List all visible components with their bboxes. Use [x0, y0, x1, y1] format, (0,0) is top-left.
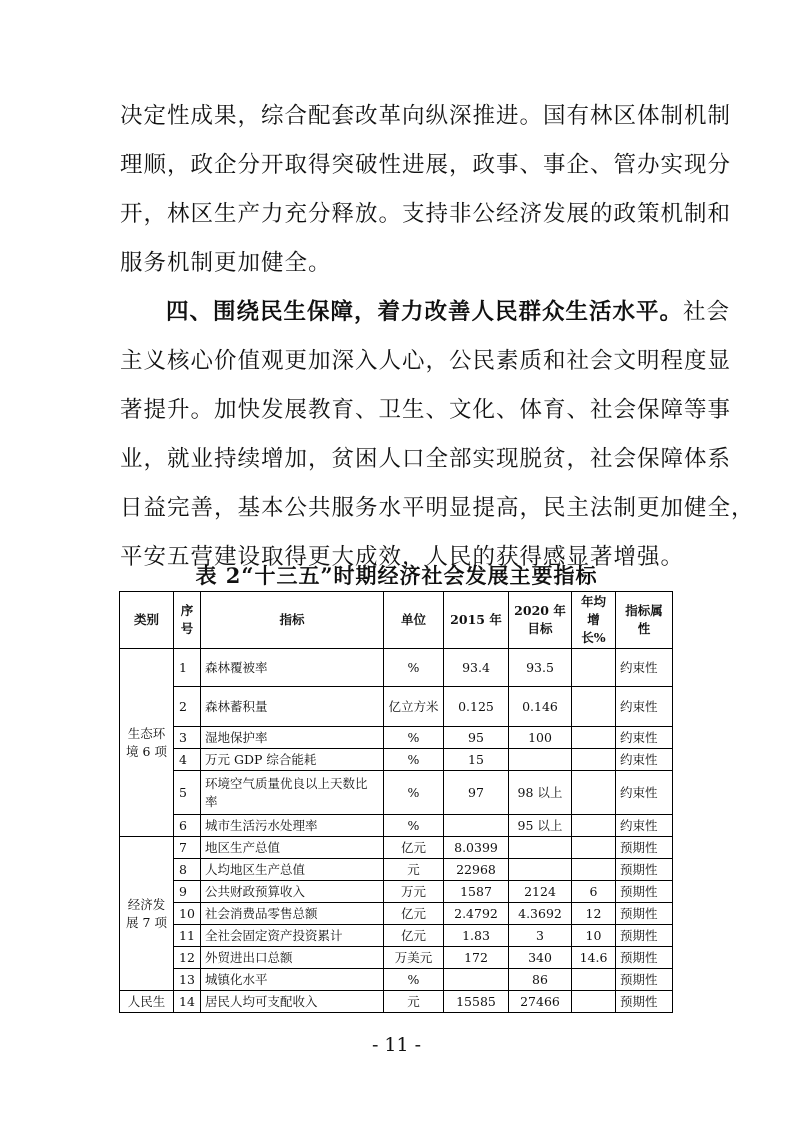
- paragraph-line: 理顺，政企分开取得突破性进展，政事、事企、管办实现分: [120, 152, 732, 178]
- growth-cell: 14.6: [572, 947, 616, 969]
- unit-cell: %: [384, 649, 444, 687]
- index-cell: 2: [174, 687, 201, 727]
- value-2015-cell: 15585: [444, 991, 509, 1013]
- target-cell: 340: [509, 947, 572, 969]
- index-cell: 3: [174, 727, 201, 749]
- indicator-cell: 城市生活污水处理率: [201, 815, 384, 837]
- header-2015: 2015 年: [444, 592, 509, 649]
- indicator-cell: 全社会固定资产投资累计: [201, 925, 384, 947]
- table-row: [120, 969, 673, 991]
- growth-cell: [572, 749, 616, 771]
- attribute-cell: 预期性: [616, 903, 673, 925]
- index-cell: 5: [174, 771, 201, 815]
- unit-cell: %: [384, 815, 444, 837]
- value-2015-cell: 0.125: [444, 687, 509, 727]
- value-2015-cell: 15: [444, 749, 509, 771]
- table-row: [120, 649, 673, 687]
- unit-cell: 亿元: [384, 925, 444, 947]
- target-cell: [509, 749, 572, 771]
- attribute-cell: 约束性: [616, 727, 673, 749]
- table-row: [120, 947, 673, 969]
- table-row: [120, 881, 673, 903]
- indicator-cell: 社会消费品零售总额: [201, 903, 384, 925]
- attribute-cell: 预期性: [616, 991, 673, 1013]
- index-cell: 10: [174, 903, 201, 925]
- unit-cell: %: [384, 749, 444, 771]
- growth-cell: [572, 727, 616, 749]
- value-2015-cell: 2.4792: [444, 903, 509, 925]
- section-heading: 四、围绕民生保障，着力改善人民群众生活水平。: [166, 299, 684, 325]
- unit-cell: 亿元: [384, 903, 444, 925]
- value-2015-cell: 93.4: [444, 649, 509, 687]
- value-2015-cell: 22968: [444, 859, 509, 881]
- unit-cell: %: [384, 771, 444, 815]
- growth-cell: 10: [572, 925, 616, 947]
- target-cell: [509, 859, 572, 881]
- attribute-cell: 预期性: [616, 947, 673, 969]
- unit-cell: %: [384, 969, 444, 991]
- growth-cell: [572, 649, 616, 687]
- indicator-cell: 湿地保护率: [201, 727, 384, 749]
- indicator-cell: 森林蓄积量: [201, 687, 384, 727]
- attribute-cell: 预期性: [616, 881, 673, 903]
- table-row: [120, 925, 673, 947]
- indicator-cell: 地区生产总值: [201, 837, 384, 859]
- index-cell: 12: [174, 947, 201, 969]
- indicator-cell: 城镇化水平: [201, 969, 384, 991]
- growth-cell: 6: [572, 881, 616, 903]
- value-2015-cell: 95: [444, 727, 509, 749]
- value-2015-cell: 1587: [444, 881, 509, 903]
- growth-cell: [572, 815, 616, 837]
- target-cell: 4.3692: [509, 903, 572, 925]
- index-cell: 4: [174, 749, 201, 771]
- index-cell: 8: [174, 859, 201, 881]
- paragraph-text: 社会: [683, 299, 731, 325]
- category-cell: 生态环境 6 项: [120, 649, 174, 837]
- header-index: 序号: [174, 592, 201, 649]
- index-cell: 1: [174, 649, 201, 687]
- target-cell: 3: [509, 925, 572, 947]
- table-row: [120, 727, 673, 749]
- target-cell: [509, 837, 572, 859]
- table-header-row: [120, 592, 673, 649]
- attribute-cell: 预期性: [616, 859, 673, 881]
- growth-cell: [572, 687, 616, 727]
- unit-cell: 亿立方米: [384, 687, 444, 727]
- paragraph-line: 服务机制更加健全。: [120, 250, 332, 276]
- indicator-cell: 外贸进出口总额: [201, 947, 384, 969]
- value-2015-cell: 172: [444, 947, 509, 969]
- page-number: - 11 -: [371, 1034, 422, 1056]
- growth-cell: [572, 991, 616, 1013]
- indicator-cell: 居民人均可支配收入: [201, 991, 384, 1013]
- header-growth: 年均增长%: [572, 592, 616, 649]
- unit-cell: 元: [384, 859, 444, 881]
- table-title: 表 2“十三五”时期经济社会发展主要指标: [195, 563, 598, 588]
- table-row: [120, 815, 673, 837]
- index-cell: 14: [174, 991, 201, 1013]
- unit-cell: 万美元: [384, 947, 444, 969]
- table-row: [120, 903, 673, 925]
- paragraph-line: 开，林区生产力充分释放。支持非公经济发展的政策机制和: [120, 201, 732, 227]
- target-cell: 100: [509, 727, 572, 749]
- growth-cell: [572, 969, 616, 991]
- value-2015-cell: [444, 969, 509, 991]
- target-cell: 27466: [509, 991, 572, 1013]
- attribute-cell: 约束性: [616, 649, 673, 687]
- target-cell: 0.146: [509, 687, 572, 727]
- attribute-cell: 预期性: [616, 925, 673, 947]
- target-cell: 93.5: [509, 649, 572, 687]
- section-heading-line: [166, 294, 730, 326]
- paragraph-line: 日益完善，基本公共服务水平明显提高，民主法制更加健全，: [120, 495, 755, 521]
- table-row: [120, 837, 673, 859]
- index-cell: 11: [174, 925, 201, 947]
- header-unit: 单位: [384, 592, 444, 649]
- paragraph-line: 决定性成果，综合配套改革向纵深推进。国有林区体制机制: [120, 103, 732, 129]
- growth-cell: [572, 771, 616, 815]
- table-row: [120, 687, 673, 727]
- unit-cell: 亿元: [384, 837, 444, 859]
- indicator-cell: 人均地区生产总值: [201, 859, 384, 881]
- value-2015-cell: 1.83: [444, 925, 509, 947]
- attribute-cell: 约束性: [616, 687, 673, 727]
- index-cell: 13: [174, 969, 201, 991]
- header-indicator: 指标: [201, 592, 384, 649]
- unit-cell: 万元: [384, 881, 444, 903]
- value-2015-cell: 8.0399: [444, 837, 509, 859]
- growth-cell: [572, 837, 616, 859]
- paragraph-line: 著提升。加快发展教育、卫生、文化、体育、社会保障等事: [120, 397, 732, 423]
- indicator-cell: 公共财政预算收入: [201, 881, 384, 903]
- unit-cell: 元: [384, 991, 444, 1013]
- table-row: [120, 771, 673, 815]
- attribute-cell: 预期性: [616, 969, 673, 991]
- category-cell: 人民生: [120, 991, 174, 1013]
- attribute-cell: 约束性: [616, 771, 673, 815]
- attribute-cell: 预期性: [616, 837, 673, 859]
- attribute-cell: 约束性: [616, 815, 673, 837]
- table-row: [120, 991, 673, 1013]
- indicator-cell: 万元 GDP 综合能耗: [201, 749, 384, 771]
- indicator-cell: 森林覆被率: [201, 649, 384, 687]
- index-cell: 6: [174, 815, 201, 837]
- indicators-table: [119, 591, 673, 1013]
- header-2020-target: 2020 年目标: [509, 592, 572, 649]
- target-cell: 86: [509, 969, 572, 991]
- header-category: 类别: [120, 592, 174, 649]
- header-attribute: 指标属性: [616, 592, 673, 649]
- paragraph-line: 平安五营建设取得更大成效，人民的获得感显著增强。: [120, 544, 685, 570]
- index-cell: 7: [174, 837, 201, 859]
- index-cell: 9: [174, 881, 201, 903]
- attribute-cell: 约束性: [616, 749, 673, 771]
- growth-cell: 12: [572, 903, 616, 925]
- paragraph-line: 主义核心价值观更加深入人心，公民素质和社会文明程度显: [120, 348, 732, 374]
- category-cell: 经济发展 7 项: [120, 837, 174, 991]
- target-cell: 98 以上: [509, 771, 572, 815]
- table-row: [120, 749, 673, 771]
- table-row: [120, 859, 673, 881]
- value-2015-cell: 97: [444, 771, 509, 815]
- value-2015-cell: [444, 815, 509, 837]
- unit-cell: %: [384, 727, 444, 749]
- growth-cell: [572, 859, 616, 881]
- indicator-cell: 环境空气质量优良以上天数比率: [201, 771, 384, 815]
- target-cell: 95 以上: [509, 815, 572, 837]
- target-cell: 2124: [509, 881, 572, 903]
- paragraph-line: 业，就业持续增加，贫困人口全部实现脱贫，社会保障体系: [120, 446, 732, 472]
